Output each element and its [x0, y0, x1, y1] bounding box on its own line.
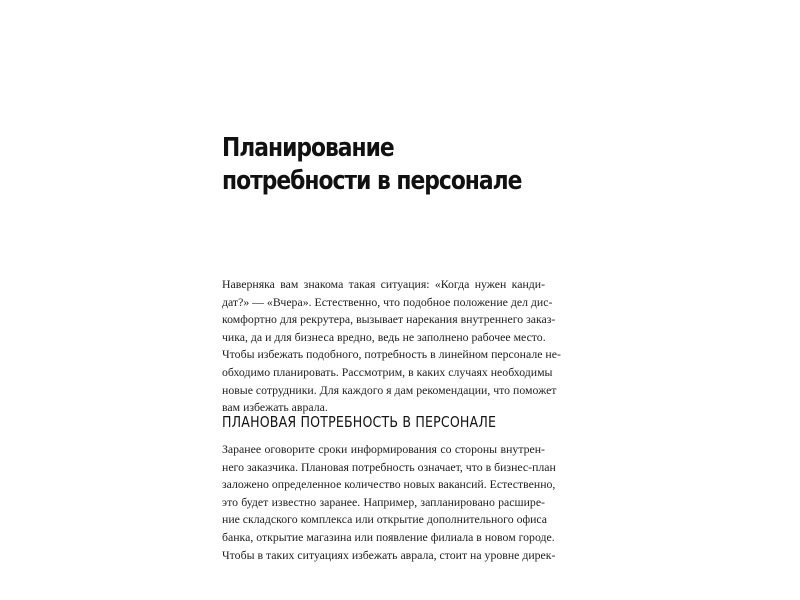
text-line: чика, да и для бизнеса вредно, ведь не заполнено рабочее место.: [222, 329, 546, 344]
chapter-title: [222, 132, 575, 198]
text-line: Чтобы в таких ситуациях избежать аврала, стоит на уровне дирек-: [222, 547, 556, 562]
text-line: вам избежать аврала.: [222, 400, 328, 415]
text-line: Чтобы избежать подобного, потребность в линейном персонале не-: [222, 347, 561, 362]
intro-paragraph: [222, 276, 561, 417]
text-line: него заказчика. Плановая потребность означает, что в бизнес-план: [222, 459, 556, 474]
text-line: Заранее оговорите сроки информирования со стороны внутрен-: [222, 442, 545, 456]
text-line: заложено определенное количество новых вакансий. Естественно,: [222, 477, 556, 492]
text-line: новые сотрудники. Для каждого я дам рекомендации, что поможет: [222, 382, 557, 397]
text-line: комфортно для рекрутера, вызывает нарекания внутреннего заказ-: [222, 312, 556, 327]
chapter-title-line: потребности в персонале: [222, 166, 522, 196]
text-line: это будет известно заранее. Например, запланировано расшире-: [222, 494, 545, 509]
text-line: ние складского комплекса или открытие дополнительного офиса: [222, 512, 548, 527]
section-heading: ПЛАНОВАЯ ПОТРЕБНОСТЬ В ПЕРСОНАЛЕ: [222, 413, 497, 431]
chapter-title-line: Планирование: [222, 133, 394, 163]
text-line: обходимо планировать. Рассмотрим, в каких случаях необходимы: [222, 364, 553, 379]
text-line: Наверняка вам знакома такая ситуация: «Когда нужен канди-: [222, 277, 545, 291]
section-paragraph: [222, 441, 556, 564]
text-line: банка, открытие магазина или появление филиала в новом городе.: [222, 529, 555, 544]
text-line: дат?» — «Вчера». Естественно, что подобное положение дел дис-: [222, 294, 553, 309]
